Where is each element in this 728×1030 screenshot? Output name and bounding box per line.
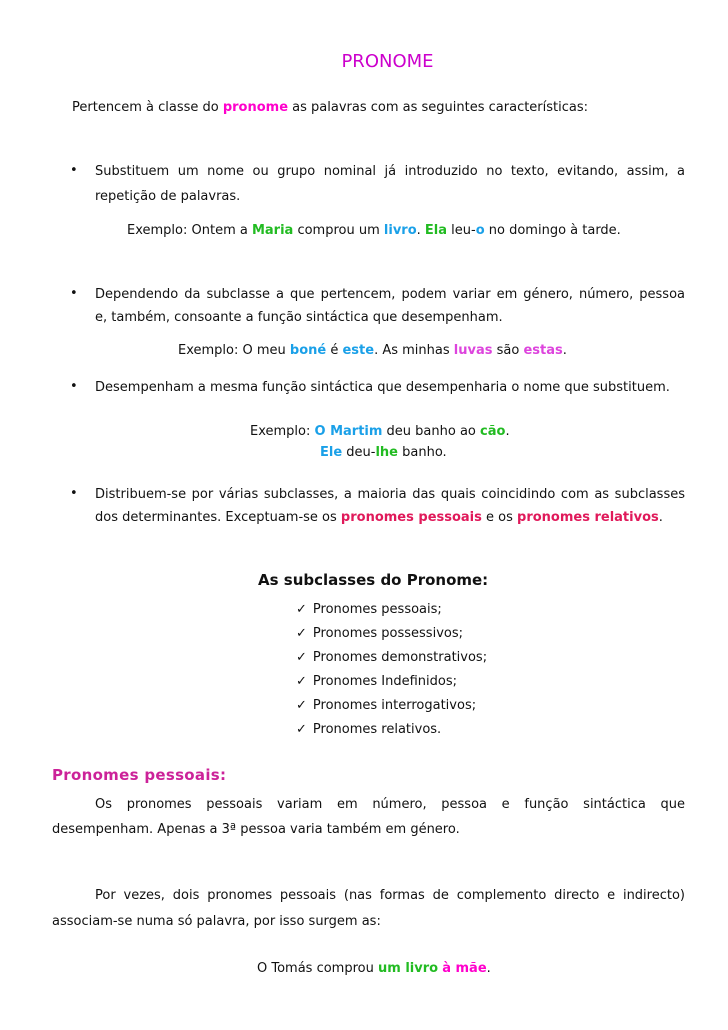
subclass-label: Pronomes interrogativos; — [312, 698, 477, 713]
bullet-icon: • — [70, 163, 78, 178]
checkmark-icon: ✓ — [296, 722, 307, 737]
example-bone: boné — [289, 343, 327, 358]
example-martim: O Martim — [314, 424, 383, 439]
example-text: O Tomás comprou — [257, 961, 378, 976]
intro-highlight: pronome — [222, 100, 289, 115]
subclass-item — [296, 721, 487, 745]
intro-text-pre: Pertencem à classe do — [72, 100, 223, 115]
bullet-2-line-1: Dependendo da subclasse a que pertencem, podem variar em género, número, pessoa — [95, 287, 685, 302]
example-text: Exemplo: — [250, 424, 315, 439]
example-text: é — [326, 343, 343, 358]
subclasses-heading: As subclasses do Pronome: — [258, 571, 489, 589]
example-text: leu- — [447, 223, 476, 238]
pronomes-relativos-highlight: pronomes relativos — [517, 510, 659, 525]
example-text: . As minhas — [374, 343, 454, 358]
checkmark-icon: ✓ — [296, 650, 307, 665]
example-este: este — [342, 343, 375, 358]
example-text: Exemplo: O meu — [178, 343, 290, 358]
example-text: no domingo à tarde. — [484, 223, 621, 238]
example-o: o — [475, 223, 485, 238]
bullet-3-example-line-2 — [320, 444, 447, 462]
bullet-1-example — [127, 222, 621, 240]
subclass-item — [296, 601, 487, 625]
checkmark-icon: ✓ — [296, 602, 307, 617]
page-title: PRONOME — [341, 51, 434, 72]
example-cao: cão — [480, 424, 506, 439]
bullet-icon: • — [70, 486, 78, 501]
bullet-2-line-2: e, também, consoante a função sintáctica que desempenham. — [95, 310, 503, 325]
example-text: . — [486, 961, 491, 976]
bullet-1-line-1: Substituem um nome ou grupo nominal já introduzido no texto, evitando, assim, a — [95, 164, 685, 179]
pessoais-paragraph-1-line-1: Os pronomes pessoais variam em número, pessoa e função sintáctica que — [95, 797, 685, 812]
intro-paragraph — [72, 99, 588, 117]
bullet-4-line-1: Distribuem-se por várias subclasses, a maioria das quais coincidindo com as subclasses — [95, 487, 685, 502]
example-ele: Ele — [320, 445, 343, 460]
pessoais-example — [257, 960, 491, 978]
pessoais-paragraph-2-line-1: Por vezes, dois pronomes pessoais (nas formas de complemento directo e indirecto) — [95, 888, 685, 903]
bullet-4-text: e os — [481, 510, 518, 525]
subclass-label: Pronomes pessoais; — [312, 602, 442, 617]
example-text: comprou um — [293, 223, 384, 238]
bullet-4-text: dos determinantes. Exceptuam-se os — [95, 510, 341, 525]
example-a-mae: à mãe — [442, 961, 487, 976]
bullet-3-example-line-1 — [250, 423, 510, 441]
checkmark-icon: ✓ — [296, 698, 307, 713]
example-lhe: lhe — [375, 445, 398, 460]
section-heading-pessoais: Pronomes pessoais: — [52, 766, 227, 784]
subclass-item — [296, 625, 487, 649]
example-estas: estas — [523, 343, 563, 358]
example-um-livro: um livro — [378, 961, 439, 976]
example-text: . — [505, 424, 510, 439]
subclass-item — [296, 673, 487, 697]
subclass-item — [296, 697, 487, 721]
example-text: são — [492, 343, 524, 358]
intro-text-post: as palavras com as seguintes características: — [288, 100, 589, 115]
example-text: deu- — [342, 445, 376, 460]
bullet-icon: • — [70, 379, 78, 394]
checkmark-icon: ✓ — [296, 626, 307, 641]
bullet-icon: • — [70, 286, 78, 301]
example-ela: Ela — [424, 223, 448, 238]
example-maria: Maria — [251, 223, 294, 238]
example-text: deu banho ao — [382, 424, 481, 439]
bullet-1-line-2: repetição de palavras. — [95, 189, 241, 204]
pessoais-paragraph-2-line-2: associam-se numa só palavra, por isso surgem as: — [52, 914, 381, 929]
checkmark-icon: ✓ — [296, 674, 307, 689]
bullet-3-line-1: Desempenham a mesma função sintáctica que desempenharia o nome que substituem. — [95, 380, 670, 395]
example-text: banho. — [398, 445, 447, 460]
subclass-label: Pronomes relativos. — [312, 722, 442, 737]
subclass-item — [296, 649, 487, 673]
example-text: Exemplo: Ontem a — [127, 223, 252, 238]
example-luvas: luvas — [453, 343, 493, 358]
example-text: . — [562, 343, 567, 358]
subclass-label: Pronomes demonstrativos; — [312, 650, 488, 665]
example-livro: livro — [383, 223, 417, 238]
subclasses-list — [296, 601, 487, 745]
pessoais-paragraph-1-line-2: desempenham. Apenas a 3ª pessoa varia também em género. — [52, 822, 460, 837]
bullet-4-text: . — [658, 510, 663, 525]
subclass-label: Pronomes possessivos; — [312, 626, 463, 641]
bullet-4-line-2 — [95, 509, 663, 527]
pronomes-pessoais-highlight: pronomes pessoais — [340, 510, 482, 525]
example-text: . — [416, 223, 425, 238]
subclass-label: Pronomes Indefinidos; — [312, 674, 458, 689]
bullet-2-example — [178, 342, 567, 360]
